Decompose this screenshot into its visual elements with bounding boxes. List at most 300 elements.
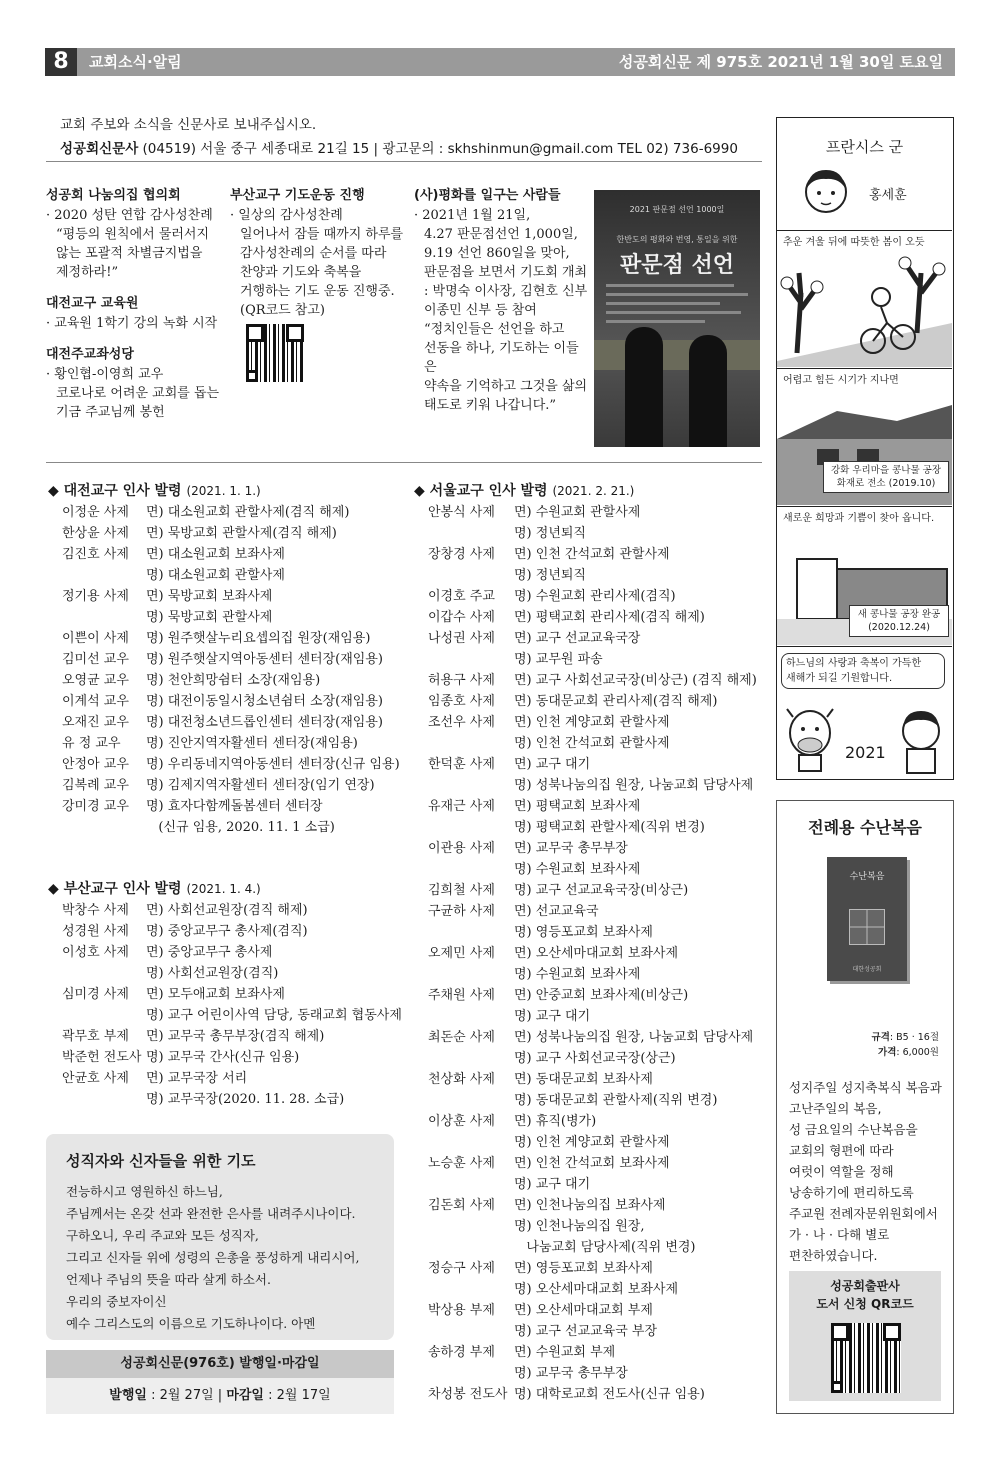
assignment <box>514 985 768 1027</box>
person-name: 오영균 교우 <box>62 673 129 688</box>
assignment <box>514 1111 768 1153</box>
assignment-line: 면) 묵방교회 관할사제(겸직 해제) <box>146 526 337 541</box>
news-line: 선동을 하나, 기도하는 이들은 <box>424 341 579 375</box>
personnel-row <box>62 775 392 796</box>
news-line: 4.27 판문점선언 1,000일, <box>424 227 578 242</box>
personnel-row <box>62 712 392 733</box>
book-title: 수난복음 <box>849 872 885 882</box>
note-line: 강화 우리마을 콩나물 공장 <box>830 465 941 476</box>
assignment <box>514 628 768 670</box>
personnel-row <box>62 733 392 754</box>
busan-title: 부산교구 인사 발령 <box>63 881 182 897</box>
assignment-line: 명) 천안희망쉼터 소장(재임용) <box>146 673 321 688</box>
spec-price-value: : 6,000원 <box>896 1047 939 1058</box>
news-line: · 일상의 감사성찬례 <box>230 208 343 223</box>
prayer-title: 성직자와 신자들을 위한 기도 <box>66 1152 256 1170</box>
person-name: 이관용 사제 <box>428 841 495 856</box>
person-name: 임종호 사제 <box>428 694 495 709</box>
comic-strip <box>776 117 954 780</box>
assignment-line: 면) 안중교회 보좌사제(비상근) <box>514 988 689 1003</box>
assignment-line: 명) 영등포교회 보좌사제 <box>514 925 653 940</box>
assignment <box>514 754 768 796</box>
news-line: · 2020 성탄 연합 감사성찬례 <box>46 208 213 223</box>
desc-line: 성지주일 성지축복식 복음과 <box>789 1080 942 1095</box>
assignment-line: 면) 교무국 총무부장(겸직 해제) <box>146 1029 325 1044</box>
cow-icon <box>785 703 835 773</box>
assignment <box>514 901 768 943</box>
news-item <box>46 294 226 333</box>
boy-face-icon <box>803 162 849 214</box>
seoul-date: (2021. 2. 21.) <box>552 484 635 498</box>
assignment <box>146 942 397 984</box>
assignment <box>514 943 768 985</box>
assignment-line: 면) 영등포교회 보좌사제 <box>514 1261 653 1276</box>
personnel-row <box>428 1300 768 1342</box>
comic-title-panel <box>777 118 952 231</box>
assignment <box>514 544 768 586</box>
assignment <box>146 733 392 754</box>
assignment <box>514 1384 768 1405</box>
assignment-line: 명) 교무원 파송 <box>514 652 603 667</box>
assignment <box>146 670 392 691</box>
assignment <box>146 775 392 796</box>
assignment-line: 명) 대학로교회 전도사(신규 임용) <box>514 1387 705 1402</box>
book-publisher: 대한성공회 <box>852 966 882 973</box>
book-ad <box>776 800 954 1414</box>
pub-name: 성공회출판사 <box>830 1279 900 1293</box>
note-line: 화재로 전소 (2019.10) <box>836 478 936 489</box>
assignment-line: 명) 교구 대기 <box>514 1009 591 1024</box>
assignment-line: 명) 교구 대기 <box>514 1177 591 1192</box>
personnel-row <box>62 754 400 775</box>
prayer-line: 전능하시고 영원하신 하느님, <box>66 1184 223 1199</box>
person-name: 천상화 사제 <box>428 1072 495 1087</box>
assignment-line: 면) 중앙교무구 총사제 <box>146 945 273 960</box>
assignment-line: 면) 사회선교원장(겸직 해제) <box>146 903 308 918</box>
news-item <box>46 345 226 422</box>
personnel-row <box>428 1384 768 1405</box>
person-name: 성경원 사제 <box>62 924 129 939</box>
personnel-row <box>428 1342 768 1384</box>
assignment <box>146 796 392 838</box>
comic-panel-2 <box>777 369 952 507</box>
boy-greeting-icon <box>895 707 947 775</box>
busan-heading: ◆ 부산교구 인사 발령 (2021. 1. 4.) <box>48 881 261 897</box>
assignment <box>514 1258 768 1300</box>
assignment <box>146 544 392 586</box>
assignment-line: 명) 수원교회 보좌사제 <box>514 967 641 982</box>
personnel-row <box>428 754 768 796</box>
personnel-row <box>428 544 768 586</box>
personnel-row <box>428 586 768 607</box>
desc-line: 성 금요일의 수난복음을 <box>789 1122 918 1137</box>
divider <box>46 462 762 463</box>
assignment <box>146 754 400 775</box>
intro-line2 <box>60 137 738 161</box>
daejeon-list <box>62 502 400 838</box>
assignment-line: 명) 원주햇살지역아동센터 센터장(재임용) <box>146 652 383 667</box>
personnel-row <box>428 901 768 943</box>
personnel-row <box>62 649 392 670</box>
assignment-line: 면) 모두애교회 보좌사제 <box>146 987 285 1002</box>
assignment-line: 면) 오산세마대교회 부제 <box>514 1303 653 1318</box>
paper-title: 성공회신문 제 975호 2021년 1월 30일 토요일 <box>618 53 943 71</box>
assignment <box>514 1069 768 1111</box>
assignment <box>146 1068 397 1110</box>
assignment-line: 면) 수원교회 관할사제 <box>514 505 641 520</box>
assignment-line: 면) 인천 간석교회 관할사제 <box>514 547 670 562</box>
assignment <box>514 1300 768 1342</box>
prayer-line: 구하오니, 우리 주교와 모든 성직자, <box>66 1228 259 1243</box>
publisher-qr-box <box>789 1271 941 1401</box>
ad-description <box>789 1077 942 1266</box>
person-name: 이성호 사제 <box>62 945 129 960</box>
assignment-line: 면) 평택교회 보좌사제 <box>514 799 641 814</box>
assignment-line: 명) 인천 간석교회 관할사제 <box>514 736 670 751</box>
poster-title: 판문점 선언 <box>620 253 734 278</box>
news-line: 않는 포괄적 차별금지법을 <box>56 246 203 261</box>
assignment-line: 면) 대소원교회 관할사제(겸직 해제) <box>146 505 350 520</box>
person-name: 송하경 부제 <box>428 1345 495 1360</box>
personnel-row <box>62 1047 397 1068</box>
assignment-line: 명) 교구 선교교육국 부장 <box>514 1324 658 1339</box>
person-name: 장창경 사제 <box>428 547 495 562</box>
speech-bubble <box>781 653 945 689</box>
assignment-line: 명) 대소원교회 관할사제 <box>146 568 285 583</box>
assignment-line: 명) 중앙교무구 총사제(겸직) <box>146 924 308 939</box>
news-line: 찬양과 기도와 축복을 <box>240 265 362 280</box>
publisher-name: 성공회신문사 <box>60 141 139 157</box>
person-name: 구균하 사제 <box>428 904 495 919</box>
assignment-line: 나눔교회 담당사제(직위 변경) <box>514 1240 696 1255</box>
assignment-line: 명) 성북나눔의집 원장, 나눔교회 담당사제 <box>514 778 754 793</box>
comic-caption: 새로운 희망과 기쁨이 찾아 옵니다. <box>783 513 935 524</box>
assignment-line: 면) 대소원교회 보좌사제 <box>146 547 285 562</box>
personnel-row <box>62 670 392 691</box>
news-line: 거행하는 기도 운동 진행중. <box>240 284 395 299</box>
news-col-3 <box>414 186 590 415</box>
person-name: 주채원 사제 <box>428 988 495 1003</box>
assignment-line: 명) 수원교회 보좌사제 <box>514 862 641 877</box>
person-name: 박상용 부제 <box>428 1303 495 1318</box>
assignment <box>514 502 768 544</box>
comic-author: 홍세훈 <box>869 188 907 203</box>
person-name: 이경호 주교 <box>428 589 495 604</box>
news-line: 코로나로 어려운 교회를 돕는 <box>56 386 220 401</box>
person-name: 오재진 교우 <box>62 715 129 730</box>
assignment <box>514 607 768 628</box>
personnel-row <box>428 796 768 838</box>
assignment-line: 명) 평택교회 관할사제(직위 변경) <box>514 820 705 835</box>
desc-line: 교회의 형편에 따라 <box>789 1143 894 1158</box>
personnel-row <box>428 1069 768 1111</box>
news-line: “정치인들은 선언을 하고 <box>424 322 565 337</box>
personnel-row <box>428 1153 768 1195</box>
person-name: 김진호 사제 <box>62 547 129 562</box>
prayer-line: 그리고 신자들 위에 성령의 은총을 풍성하게 내리시어, <box>66 1250 360 1265</box>
news-col-2 <box>230 186 410 320</box>
assignment-line: 면) 교구 선교교육국장 <box>514 631 641 646</box>
desc-line: 편찬하였습니다. <box>789 1248 878 1263</box>
person-name: 곽무호 부제 <box>62 1029 129 1044</box>
assignment-line: 명) 교무국 총무부장 <box>514 1366 628 1381</box>
assignment-line: 명) 사회선교원장(겸직) <box>146 966 279 981</box>
person-name: 정승구 사제 <box>428 1261 495 1276</box>
person-name: 박준헌 전도사 <box>62 1050 142 1065</box>
assignment <box>514 1153 768 1195</box>
person-name: 노승훈 사제 <box>428 1156 495 1171</box>
desc-line: 낭송하기에 편리하도록 <box>789 1185 914 1200</box>
assignment-line: 명) 인천나눔의집 원장, <box>514 1219 645 1234</box>
personnel-row <box>428 691 768 712</box>
personnel-row <box>428 607 768 628</box>
comic-panel-4 <box>777 647 952 778</box>
assignment-line: 면) 교구 사회선교국장(비상근) (겸직 해제) <box>514 673 757 688</box>
comic-caption: 어렵고 힘든 시기가 지나면 <box>783 375 899 386</box>
person-name: 한상윤 사제 <box>62 526 129 541</box>
book-order-qr-code[interactable] <box>831 1323 901 1393</box>
personnel-row <box>62 502 392 523</box>
spec-size <box>872 1029 939 1043</box>
news-line: 일어나서 잠들 때까지 하루를 <box>240 227 404 242</box>
prayer-line: 예수 그리스도의 이름으로 기도하나이다. 아멘 <box>66 1316 316 1331</box>
person-name: 강미경 교우 <box>62 799 129 814</box>
person-name: 한덕훈 사제 <box>428 757 495 772</box>
assignment-line: 명) 교구 어린이사역 담당, 동래교회 협동사제 <box>146 1008 402 1023</box>
assignment-line: 명) 교구 선교교육국장(비상근) <box>514 883 689 898</box>
news-line: 9.19 선언 860일을 맞아, <box>424 246 570 261</box>
person-name: 이정운 사제 <box>62 505 129 520</box>
person-figure-icon <box>689 335 727 447</box>
personnel-row <box>428 838 768 880</box>
assignment-line: 명) 인천 계양교회 관할사제 <box>514 1135 670 1150</box>
news-title: 부산교구 기도운동 진행 <box>230 188 365 203</box>
comic-note <box>849 605 949 637</box>
assignment <box>146 523 392 544</box>
news-line: 판문점을 보면서 기도회 개최 <box>424 265 588 280</box>
personnel-row <box>428 880 768 901</box>
personnel-row <box>62 1026 397 1047</box>
personnel-row <box>428 1111 768 1153</box>
personnel-row <box>428 1258 768 1300</box>
spec-size-label: 규격 <box>871 1032 890 1043</box>
publisher-address: (04519) 서울 중구 세종대로 21길 15 | 광고문의 : skhshinmun@gmail.com TEL 02) 736-6990 <box>138 141 738 157</box>
due-date: : 2월 17일 <box>264 1388 331 1403</box>
personnel-row <box>428 1027 768 1069</box>
next-issue-box <box>46 1350 394 1414</box>
comic-caption: 추운 겨울 뒤에 따뜻한 봄이 오듯 <box>783 237 925 248</box>
news-line: · 교육원 1학기 강의 녹화 시작 <box>46 316 218 331</box>
assignment-line: 면) 수원교회 부제 <box>514 1345 616 1360</box>
personnel-row <box>62 921 397 942</box>
panmunjom-poster <box>594 190 760 447</box>
spec-price <box>878 1044 939 1058</box>
personnel-row <box>62 1068 397 1110</box>
news-line: 기금 주교님께 봉헌 <box>56 405 165 420</box>
due-label: 마감일 <box>226 1388 264 1403</box>
assignment-line: 명) 정년퇴직 <box>514 526 586 541</box>
personnel-row <box>62 984 402 1026</box>
poster-bushes <box>594 340 760 370</box>
assignment-line: 명) 대전청소년드롭인센터 센터장(재임용) <box>146 715 383 730</box>
personnel-row <box>62 796 392 838</box>
daejeon-date: (2021. 1. 1.) <box>186 484 261 498</box>
person-name: 안균호 사제 <box>62 1071 129 1086</box>
person-name: 허용구 사제 <box>428 673 495 688</box>
person-name: 김희철 사제 <box>428 883 495 898</box>
personnel-row <box>428 670 768 691</box>
assignment <box>514 1195 768 1258</box>
assignment-line: 명) 교구 사회선교국장(상근) <box>514 1051 676 1066</box>
assignment <box>146 628 392 649</box>
person-name: 이갑수 사제 <box>428 610 495 625</box>
person-name: 정기용 사제 <box>62 589 129 604</box>
desc-line: 주교원 전례자문위원회에서 <box>789 1206 938 1221</box>
assignment <box>514 1342 768 1384</box>
assignment-line: 명) 교무국장(2020. 11. 28. 소급) <box>146 1092 345 1107</box>
page-header <box>45 48 955 76</box>
person-name: 박창수 사제 <box>62 903 129 918</box>
section-title: 교회소식·알림 <box>89 53 182 71</box>
assignment <box>514 838 768 880</box>
news-line: · 2021년 1월 21일, <box>414 208 531 223</box>
spec-price-label: 가격 <box>878 1047 897 1058</box>
prayer-line: 주님께서는 온갖 선과 완전한 은사를 내려주시나이다. <box>66 1206 356 1221</box>
assignment-line: 면) 평택교회 관리사제(겸직 해제) <box>514 610 705 625</box>
divider <box>46 161 762 162</box>
news-line: 제정하라!” <box>56 265 119 280</box>
assignment-line: 면) 오산세마대교회 보좌사제 <box>514 946 679 961</box>
desc-line: 가 · 나 · 다해 별로 <box>789 1227 890 1242</box>
personnel-row <box>428 985 768 1027</box>
news-title: 대전교구 교육원 <box>46 296 139 311</box>
poster-top: 2021 판문점 선언 1000일 <box>629 205 725 214</box>
assignment <box>514 691 768 712</box>
assignment-line: 면) 묵방교회 보좌사제 <box>146 589 273 604</box>
assignment-line: 명) 효자다함께돌봄센터 센터장 <box>146 799 323 814</box>
person-name: 나성권 사제 <box>428 631 495 646</box>
person-name: 김돈회 사제 <box>428 1198 495 1213</box>
assignment-line: 명) 묵방교회 관할사제 <box>146 610 273 625</box>
pub-date: : 2월 27일 | <box>146 1388 227 1403</box>
assignment-line: 면) 휴직(병가) <box>514 1114 597 1129</box>
intro-line1: 교회 주보와 소식을 신문사로 보내주십시오. <box>60 117 317 133</box>
personnel-row <box>428 1195 768 1258</box>
assignment <box>146 900 397 921</box>
assignment <box>514 670 768 691</box>
news-item <box>46 186 226 282</box>
news-title: 대전주교좌성당 <box>46 347 134 362</box>
book-cover <box>827 857 907 981</box>
prayer-line: 우리의 중보자이신 <box>66 1294 167 1309</box>
bubble-line: 새해가 되길 기원합니다. <box>786 673 893 684</box>
personnel-row <box>428 628 768 670</box>
comic-year: 2021 <box>845 743 886 762</box>
assignment <box>514 712 768 754</box>
bubble-line: 하느님의 사랑과 축복이 가득한 <box>786 658 922 669</box>
pub-label: 발행일 <box>109 1388 147 1403</box>
poster-sub: 한반도의 평화와 번영, 통일을 위한 <box>616 235 738 244</box>
assignment <box>146 921 397 942</box>
desc-line: 고난주일의 복음, <box>789 1101 882 1116</box>
assignment <box>146 1047 397 1068</box>
assignment-line: 명) 오산세마대교회 보좌사제 <box>514 1282 679 1297</box>
note-line: 새 콩나물 공장 완공 <box>857 609 941 620</box>
person-name: 차성봉 전도사 <box>428 1387 508 1402</box>
seoul-heading: ◆ 서울교구 인사 발령 (2021. 2. 21.) <box>414 483 635 499</box>
assignment <box>514 880 768 901</box>
assignment-line: 면) 인천나눔의집 보좌사제 <box>514 1198 666 1213</box>
news-title: (사)평화를 일구는 사람들 <box>414 188 561 203</box>
assignment-line: (신규 임용, 2020. 11. 1 소급) <box>146 820 335 835</box>
assignment-line: 명) 김제지역자활센터 센터장(임기 연장) <box>146 778 375 793</box>
pub-qr-label: 도서 신청 QR코드 <box>816 1297 914 1311</box>
person-name: 이계석 교우 <box>62 694 129 709</box>
prayer-line: 언제나 주님의 뜻을 따라 살게 하소서. <box>66 1272 271 1287</box>
personnel-row <box>62 942 397 984</box>
daejeon-title: 대전교구 인사 발령 <box>63 483 182 499</box>
person-name: 최돈순 사제 <box>428 1030 495 1045</box>
cyclist-spring-illustration <box>777 253 952 367</box>
assignment-line: 명) 수원교회 관리사제(겸직) <box>514 589 676 604</box>
busan-list <box>62 900 402 1110</box>
intro <box>60 113 738 161</box>
person-figure-icon <box>625 327 663 447</box>
assignment <box>514 796 768 838</box>
news-line: “평등의 원칙에서 물러서지 <box>56 227 210 242</box>
prayer-qr-code[interactable] <box>246 324 304 382</box>
poster-text-lines <box>606 284 748 329</box>
assignment-line: 면) 교무국 총무부장 <box>514 841 628 856</box>
personnel-row <box>428 712 768 754</box>
assignment-line: 면) 동대문교회 보좌사제 <box>514 1072 653 1087</box>
news-title: 성공회 나눔의집 협의회 <box>46 188 181 203</box>
assignment <box>146 984 402 1026</box>
personnel-row <box>62 628 392 649</box>
assignment-line: 명) 원주햇살누리요셉의집 원장(재임용) <box>146 631 371 646</box>
seoul-title: 서울교구 인사 발령 <box>429 483 548 499</box>
desc-line: 여럿이 역할을 정해 <box>789 1164 894 1179</box>
person-name: 유재근 사제 <box>428 799 495 814</box>
assignment <box>146 1026 397 1047</box>
person-name: 이상훈 사제 <box>428 1114 495 1129</box>
assignment-line: 면) 교무국장 서리 <box>146 1071 248 1086</box>
assignment <box>146 649 392 670</box>
daejeon-heading: ◆ 대전교구 인사 발령 (2021. 1. 1.) <box>48 483 261 499</box>
personnel-row <box>62 900 397 921</box>
person-name: 심미경 사제 <box>62 987 129 1002</box>
assignment-line: 명) 대전이동일시청소년쉼터 소장(재임용) <box>146 694 383 709</box>
comic-panel-3 <box>777 507 952 647</box>
assignment-line: 면) 선교교육국 <box>514 904 599 919</box>
spec-size-value: : B5 · 16절 <box>889 1032 939 1043</box>
news-line: · 황인협-이영희 교우 <box>46 367 164 382</box>
person-name: 김복례 교우 <box>62 778 129 793</box>
personnel-row <box>428 943 768 985</box>
note-line: (2020.12.24) <box>868 622 930 633</box>
person-name: 조선우 사제 <box>428 715 495 730</box>
assignment-line: 면) 교구 대기 <box>514 757 591 772</box>
assignment-line: 명) 진안지역자활센터 센터장(재임용) <box>146 736 358 751</box>
news-line: : 박명숙 이사장, 김현호 신부 <box>424 284 588 299</box>
assignment-line: 명) 동대문교회 관할사제(직위 변경) <box>514 1093 718 1108</box>
assignment <box>146 691 392 712</box>
person-name: 안봉식 사제 <box>428 505 495 520</box>
news-line: (QR코드 참고) <box>240 303 325 318</box>
assignment-line: 면) 인천 계양교회 관할사제 <box>514 715 670 730</box>
assignment-line: 면) 성북나눔의집 원장, 나눔교회 담당사제 <box>514 1030 754 1045</box>
person-name: 이쁜이 사제 <box>62 631 129 646</box>
